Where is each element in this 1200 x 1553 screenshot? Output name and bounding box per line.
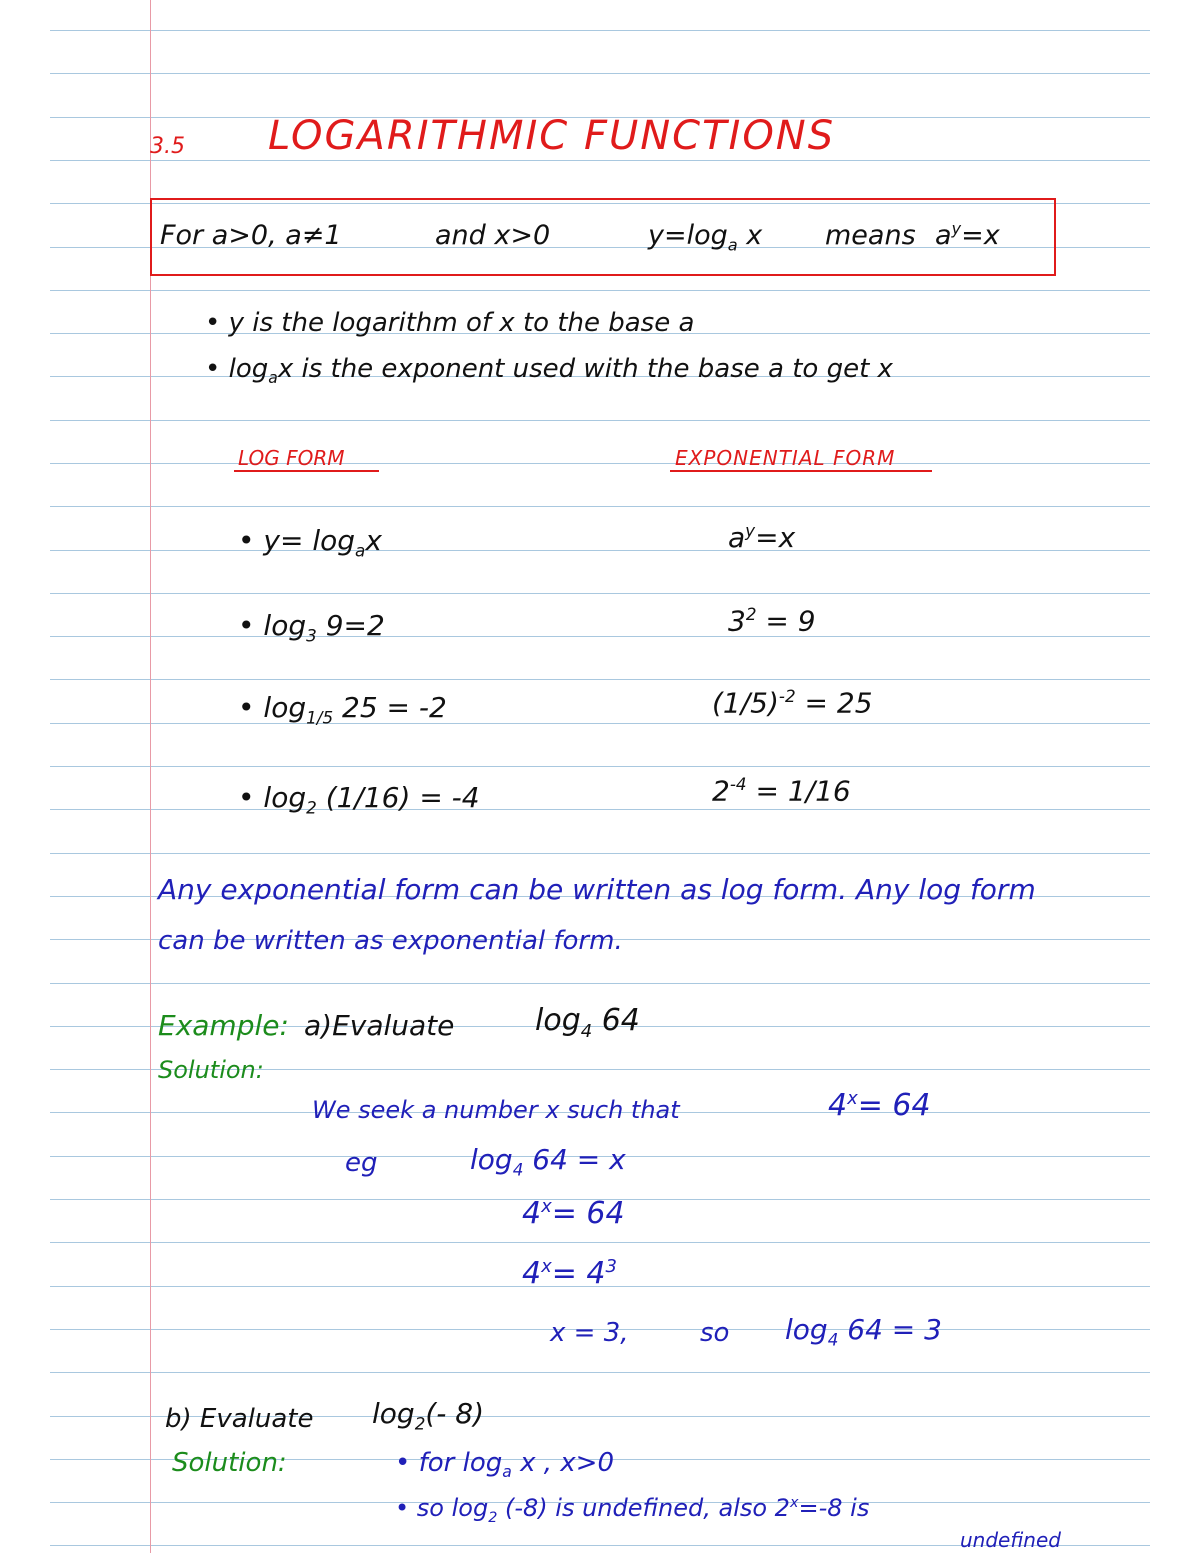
ruled-line: [50, 679, 1150, 680]
ruled-line: [50, 723, 1150, 724]
definition-condition-a: For a>0, a≠1: [160, 220, 342, 251]
example-a-seek-equation: $4^x= 64$: [828, 1088, 931, 1123]
example-a-result-x: x = 3,: [550, 1318, 629, 1348]
ruled-line: [50, 30, 1150, 31]
example-a-result: $\log_4 64 = 3$: [785, 1313, 942, 1350]
ruled-line: [50, 420, 1150, 421]
example-b-part: b) Evaluate: [165, 1404, 314, 1434]
ruled-line: [50, 550, 1150, 551]
ruled-line: [50, 463, 1150, 464]
header-log-underline: [234, 470, 379, 472]
example-b-expression: $\log_2(-$ 8): [372, 1397, 485, 1434]
bullet-definition-2: • $\log_ax$ is the exponent used with the base a to get x: [205, 354, 893, 388]
ruled-line: [50, 290, 1150, 291]
row-2-log: • $\log_3 9=2$: [238, 609, 385, 646]
note-line-2: can be written as exponential form.: [158, 926, 623, 956]
definition-condition-x: and x>0: [435, 220, 551, 251]
row-1-exp: $a^y=x$: [728, 520, 796, 554]
example-a-step-2: $4^x= 64$: [522, 1196, 625, 1231]
header-exp-underline: [670, 470, 932, 472]
definition-log-form: $y=\log_a$ x: [648, 220, 763, 255]
example-a-step-1: $\log_4 64 = x$: [470, 1143, 626, 1180]
example-a-eg: eg: [345, 1148, 378, 1178]
ruled-line: [50, 1372, 1150, 1373]
ruled-line: [50, 809, 1150, 810]
example-a-part: a)Evaluate: [304, 1009, 455, 1042]
example-a-result-so: so: [700, 1318, 730, 1348]
ruled-line: [50, 160, 1150, 161]
ruled-line: [50, 983, 1150, 984]
row-1-log: • $y= \log_ax$: [238, 524, 382, 561]
example-label: Example:: [158, 1009, 289, 1042]
header-exponential-form: EXPONENTIAL FORM: [675, 446, 896, 470]
row-4-exp: $2^{-4} = 1/16$: [712, 774, 851, 808]
ruled-line: [50, 636, 1150, 637]
row-3-log: • $\log_{1/5} 25 = -2$: [238, 691, 447, 728]
example-b-line-2: • so $\log_2 (-8)$ is undefined, also $2^x=-8$ is: [395, 1494, 870, 1526]
ruled-line: [50, 766, 1150, 767]
example-a-expression: $\log_4 64$: [535, 1003, 640, 1042]
example-a-solution-label: Solution:: [158, 1056, 264, 1084]
page-title: LOGARITHMIC FUNCTIONS: [268, 113, 836, 159]
bullet-definition-1: • y is the logarithm of x to the base a: [205, 308, 695, 338]
ruled-line: [50, 853, 1150, 854]
ruled-line: [50, 506, 1150, 507]
ruled-line: [50, 1242, 1150, 1243]
definition-means: means: [825, 220, 916, 251]
definition-exp-form: $a^y=x$: [935, 219, 1000, 251]
example-b-line-3: undefined: [960, 1528, 1061, 1552]
header-log-form: LOG FORM: [238, 446, 345, 470]
note-line-1: Any exponential form can be written as log form. Any log form: [158, 873, 1036, 906]
example-b-solution-label: Solution:: [172, 1448, 287, 1478]
row-4-log: • $\log_2 (1/16) = -4$: [238, 781, 480, 818]
ruled-line: [50, 73, 1150, 74]
row-3-exp: $(1/5)^{-2} = 25$: [712, 686, 873, 720]
example-a-seek: We seek a number x such that: [312, 1096, 680, 1124]
example-a-step-3: $4^x= 4^3$: [522, 1256, 617, 1291]
row-2-exp: $3^2 = 9$: [728, 604, 816, 638]
example-b-line-1: • for $\log_a x$ , x>0: [395, 1448, 614, 1482]
ruled-line: [50, 593, 1150, 594]
section-number: 3.5: [150, 134, 185, 159]
